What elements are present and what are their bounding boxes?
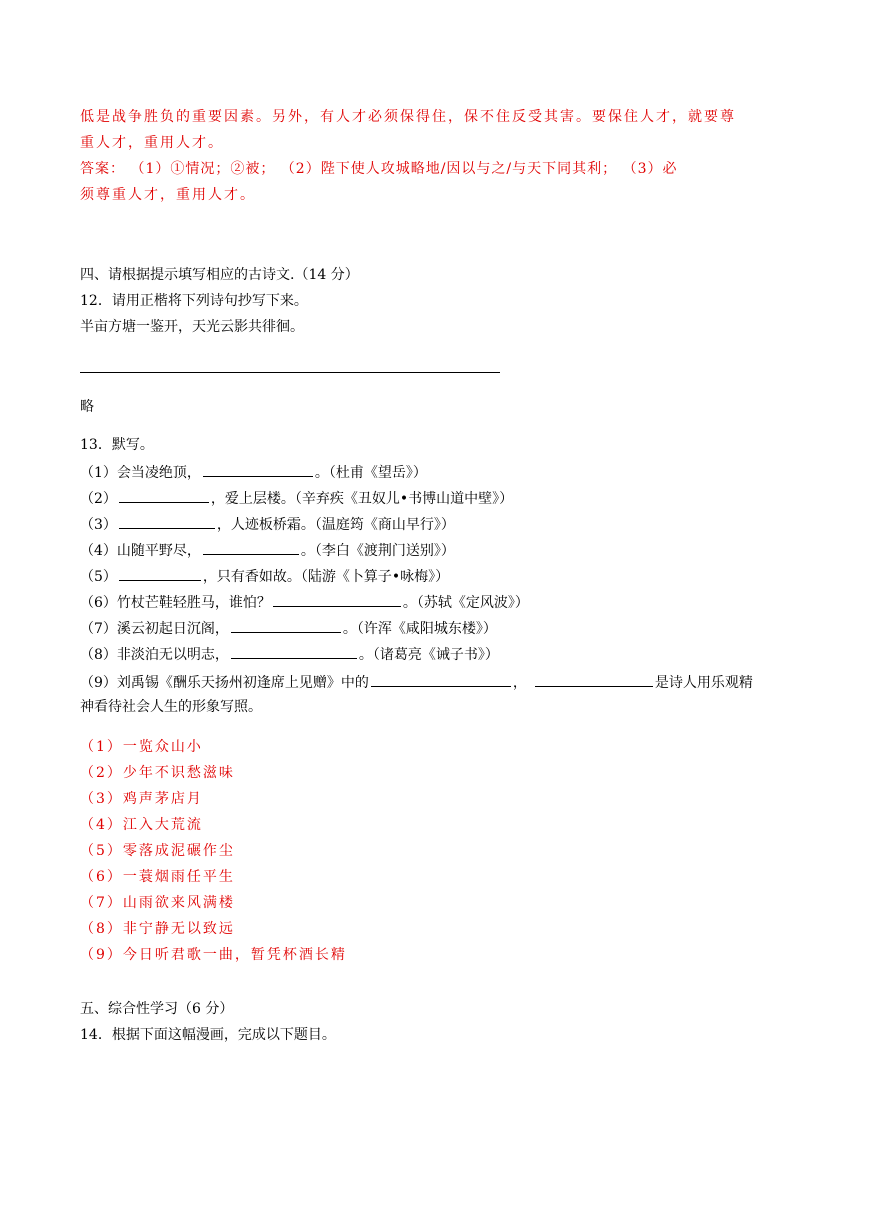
question-prompt: 12．请用正楷将下列诗句抄写下来。 bbox=[80, 293, 308, 309]
question-prompt: 13．默写。 bbox=[80, 437, 154, 453]
fill-item bbox=[80, 672, 753, 692]
fill-item bbox=[80, 514, 455, 534]
answer-text-line: 须尊重人才，重用人才。 bbox=[80, 187, 256, 203]
copy-answer-line bbox=[80, 372, 500, 373]
answer-item: （6）一蓑烟雨任平生 bbox=[80, 869, 235, 885]
fill-item-suffix: 。（许浑《咸阳城东楼》） bbox=[342, 621, 497, 637]
fill-item-suffix: ，人迹板桥霜。（温庭筠《商山早行》） bbox=[216, 517, 455, 533]
fill-item-prefix: （5） bbox=[80, 569, 117, 585]
answer-item: （2）少年不识愁滋味 bbox=[80, 765, 235, 781]
answer-item: （8）非宁静无以致远 bbox=[80, 921, 235, 937]
fill-item bbox=[80, 618, 497, 638]
answer-item: （7）山雨欲来风满楼 bbox=[80, 895, 235, 911]
answer-item: （5）零落成泥碾作尘 bbox=[80, 843, 235, 859]
blank-line bbox=[203, 540, 299, 555]
answer-text-line: 重人才，重用人才。 bbox=[80, 135, 224, 151]
answer-item: （9）今日听君歌一曲，暂凭杯酒长精 bbox=[80, 947, 347, 963]
fill-item-prefix: （8）非淡泊无以明志， bbox=[80, 647, 229, 663]
blank-line bbox=[273, 592, 401, 607]
blank-line bbox=[119, 514, 215, 529]
answer-item: （1）一览众山小 bbox=[80, 739, 203, 755]
fill-item-prefix: （2） bbox=[80, 491, 117, 507]
blank-line bbox=[231, 618, 341, 633]
fill-item-suffix: 。（李白《渡荆门送别》） bbox=[300, 543, 455, 559]
blank-line bbox=[119, 488, 209, 503]
answer-item: （4）江入大荒流 bbox=[80, 817, 203, 833]
fill-item-prefix: （9）刘禹锡《酬乐天扬州初逢席上见赠》中的 bbox=[80, 675, 369, 691]
fill-item bbox=[80, 644, 499, 664]
fill-item bbox=[80, 488, 513, 508]
answer-item: （3）鸡声茅店月 bbox=[80, 791, 203, 807]
poem-line: 半亩方塘一鉴开，天光云影共徘徊。 bbox=[80, 319, 304, 335]
fill-item-suffix: ，只有香如故。（陆游《卜算子•咏梅》） bbox=[202, 569, 450, 585]
fill-item-suffix: ，爱上层楼。（辛弃疾《丑奴儿•书博山道中壁》） bbox=[210, 491, 514, 507]
answer-text-line: 低是战争胜负的重要因素。另外，有人才必须保得住，保不住反受其害。要保住人才，就要尊 bbox=[80, 109, 736, 125]
fill-item-prefix: （6）竹杖芒鞋轻胜马，谁怕？ bbox=[80, 595, 271, 611]
fill-item-prefix: （4）山随平野尽， bbox=[80, 543, 201, 559]
blank-line bbox=[231, 644, 357, 659]
blank-line bbox=[119, 566, 201, 581]
question-prompt: 14．根据下面这幅漫画，完成以下题目。 bbox=[80, 1027, 336, 1043]
fill-item-suffix: 。（杜甫《望岳》） bbox=[314, 465, 427, 481]
section-heading: 五、综合性学习（6 分） bbox=[80, 1001, 234, 1017]
fill-item-prefix: （3） bbox=[80, 517, 117, 533]
fill-item-suffix: 。（诸葛亮《诫子书》） bbox=[358, 647, 499, 663]
fill-item bbox=[80, 540, 455, 560]
fill-item-prefix: （7）溪云初起日沉阁， bbox=[80, 621, 229, 637]
fill-item-suffix: 。（苏轼《定风波》） bbox=[402, 595, 529, 611]
blank-line bbox=[535, 672, 653, 687]
fill-item bbox=[80, 462, 427, 482]
answer-key-line: 答案： （1）①情况；②被； （2）陛下使人攻城略地/因以与之/与天下同其利； （3）必 bbox=[80, 161, 678, 177]
fill-item-separator: ， bbox=[512, 675, 527, 691]
fill-item bbox=[80, 566, 449, 586]
fill-item bbox=[80, 592, 529, 612]
fill-item-continuation: 神看待社会人生的形象写照。 bbox=[80, 699, 262, 715]
blank-line bbox=[203, 462, 313, 477]
section-heading: 四、请根据提示填写相应的古诗文.（14 分） bbox=[80, 267, 359, 283]
fill-item-suffix: 是诗人用乐观精 bbox=[654, 675, 753, 691]
fill-item-prefix: （1）会当凌绝顶， bbox=[80, 465, 201, 481]
blank-line bbox=[371, 672, 511, 687]
question-answer: 略 bbox=[80, 399, 94, 415]
